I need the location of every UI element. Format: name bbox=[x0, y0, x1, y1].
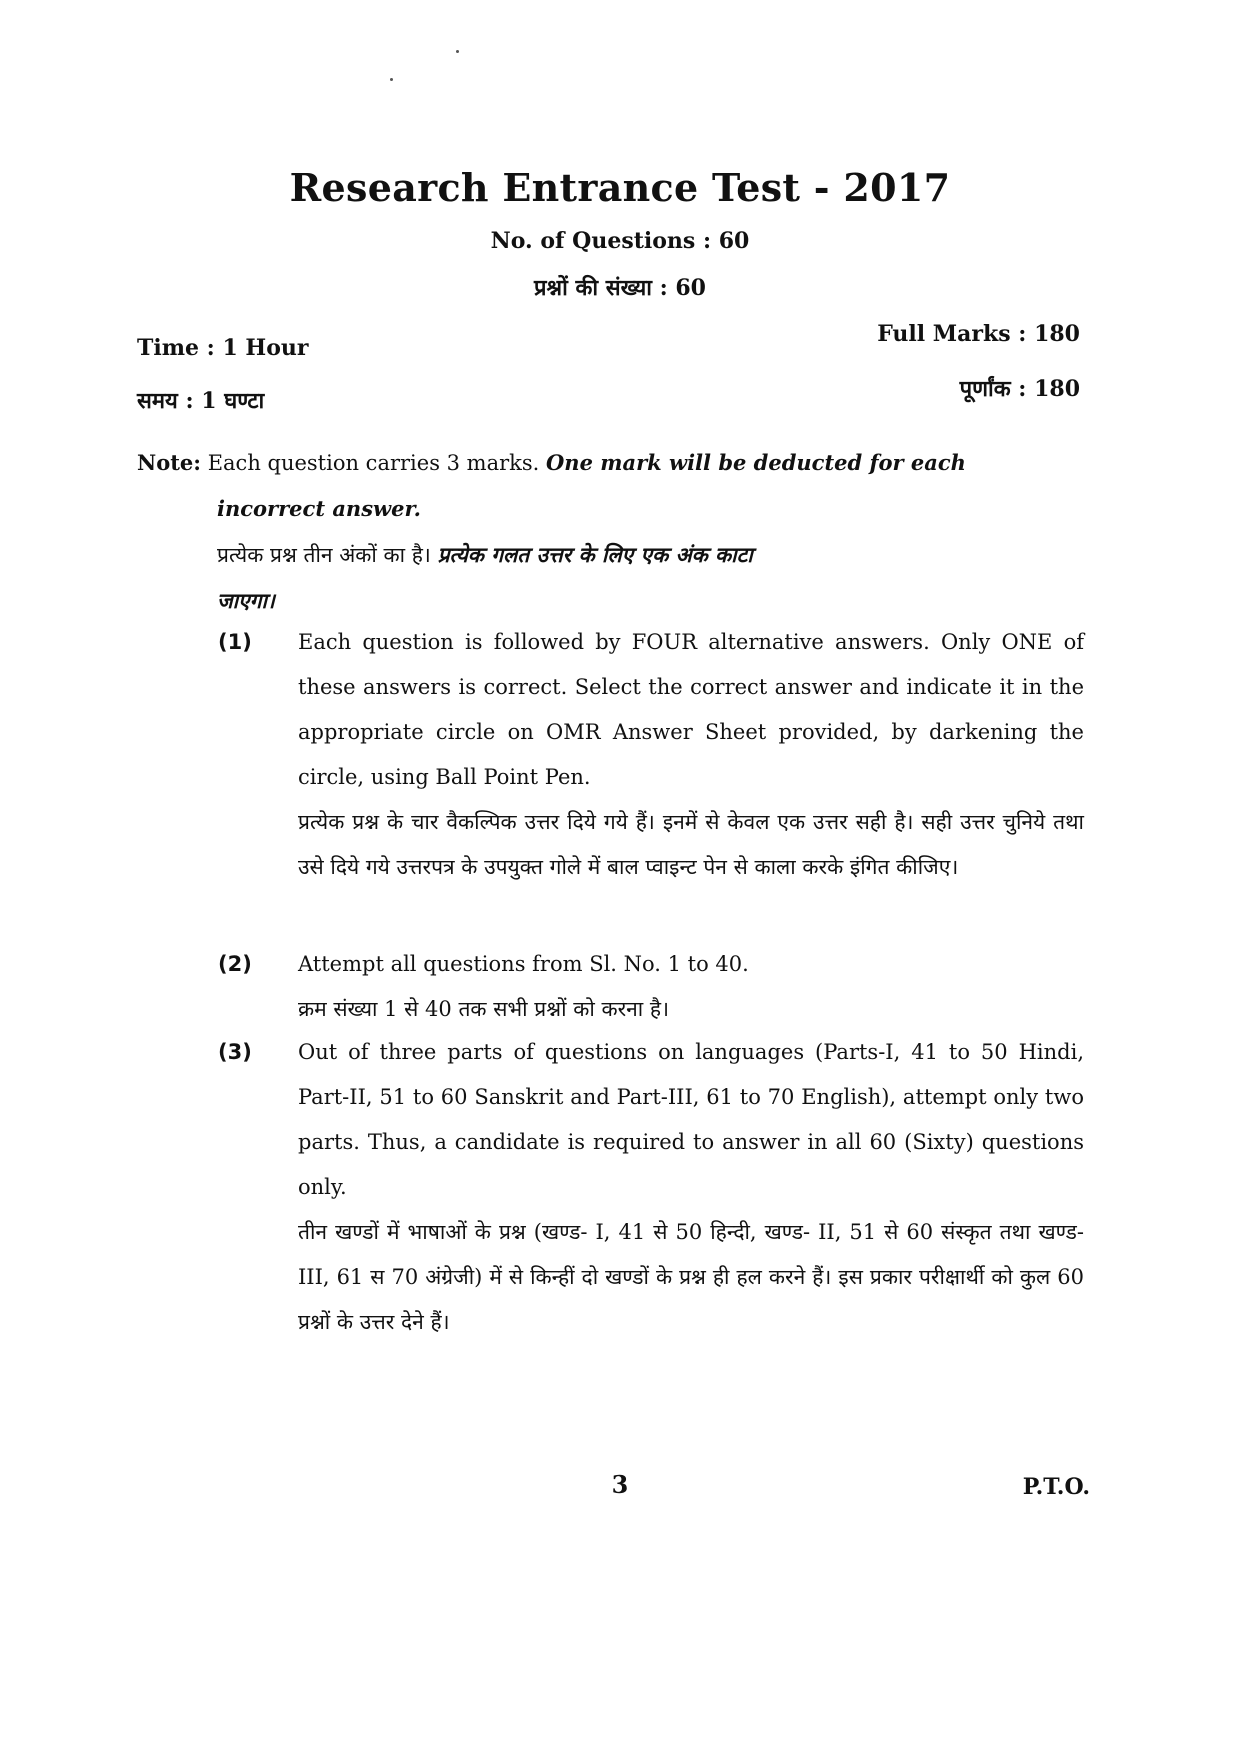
full-marks-hindi: पूर्णांक : 180 bbox=[959, 376, 1080, 402]
question-count-hindi: प्रश्नों की संख्या : 60 bbox=[534, 275, 706, 301]
time-hindi: समय : 1 घण्टा bbox=[137, 388, 265, 414]
item-hindi-text: क्रम संख्या 1 से 40 तक सभी प्रश्नों को करना है। bbox=[298, 997, 670, 1021]
page-number: 3 bbox=[611, 1470, 629, 1499]
instruction-item-2 bbox=[218, 942, 1084, 1032]
item-number: (1) bbox=[218, 630, 252, 654]
note-penalty-text: One mark will be deducted for each bbox=[546, 450, 966, 475]
speck bbox=[456, 50, 459, 53]
note-hindi-line-2 bbox=[137, 578, 1083, 624]
item-number: (2) bbox=[218, 952, 252, 976]
note-section bbox=[137, 440, 1083, 624]
speck bbox=[390, 78, 393, 81]
full-marks-english: Full Marks : 180 bbox=[877, 321, 1080, 347]
question-count-english: No. of Questions : 60 bbox=[490, 228, 750, 254]
instruction-item-1 bbox=[218, 620, 1084, 890]
note-text: Each question carries 3 marks. bbox=[207, 451, 540, 475]
note-penalty-text-cont: incorrect answer. bbox=[217, 496, 421, 521]
page-title: Research Entrance Test - 2017 bbox=[289, 165, 951, 210]
note-line-1 bbox=[137, 440, 1083, 486]
note-label: Note: bbox=[137, 450, 202, 475]
item-hindi-text: तीन खण्डों में भाषाओं के प्रश्न (खण्ड- I, 41 से 50 हिन्दी, खण्ड- II, 51 से 60 संस्कृत तथा खण्ड- III, 61 स 70 अंग्रेजी) में से किन्हीं दो खण्डों के प्रश्न ही हल करने हैं। इस प्रकार परीक्षार्थी को कुल 60 प्रश्नों के उत्तर देने हैं। bbox=[298, 1220, 1084, 1334]
note-hindi-text: प्रत्येक प्रश्न तीन अंकों का है। bbox=[217, 543, 431, 567]
note-hindi-penalty-cont: जाएगा। bbox=[217, 588, 275, 613]
please-turn-over: P.T.O. bbox=[1022, 1474, 1090, 1500]
item-english-text: Attempt all questions from Sl. No. 1 to 40. bbox=[298, 952, 749, 976]
item-english-text: Out of three parts of questions on languages (Parts-I, 41 to 50 Hindi, Part-II, 51 to 60 Sanskrit and Part-III, 61 to 70 English), attempt only two parts. Thus, a candidate is required to answer in all 60 (Sixty) questions only. bbox=[298, 1040, 1084, 1199]
instruction-item-3 bbox=[218, 1030, 1084, 1345]
item-english-text: Each question is followed by FOUR alternative answers. Only ONE of these answers is correct. Select the correct answer and indicate it in the appropriate circle on OMR Answer Sheet provided, by darkening the circle, using Ball Point Pen. bbox=[298, 630, 1084, 789]
note-line-2 bbox=[137, 486, 1083, 532]
note-hindi-line-1 bbox=[137, 532, 1083, 578]
note-hindi-penalty: प्रत्येक गलत उत्तर के लिए एक अंक काटा bbox=[437, 542, 753, 567]
time-english: Time : 1 Hour bbox=[137, 335, 309, 361]
item-hindi-text: प्रत्येक प्रश्न के चार वैकल्पिक उत्तर दिये गये हैं। इनमें से केवल एक उत्तर सही है। सही उत्तर चुनिये तथा उसे दिये गये उत्तरपत्र के उपयुक्त गोले में बाल प्वाइन्ट पेन से काला करके इंगित कीजिए। bbox=[298, 810, 1084, 879]
item-number: (3) bbox=[218, 1040, 252, 1064]
